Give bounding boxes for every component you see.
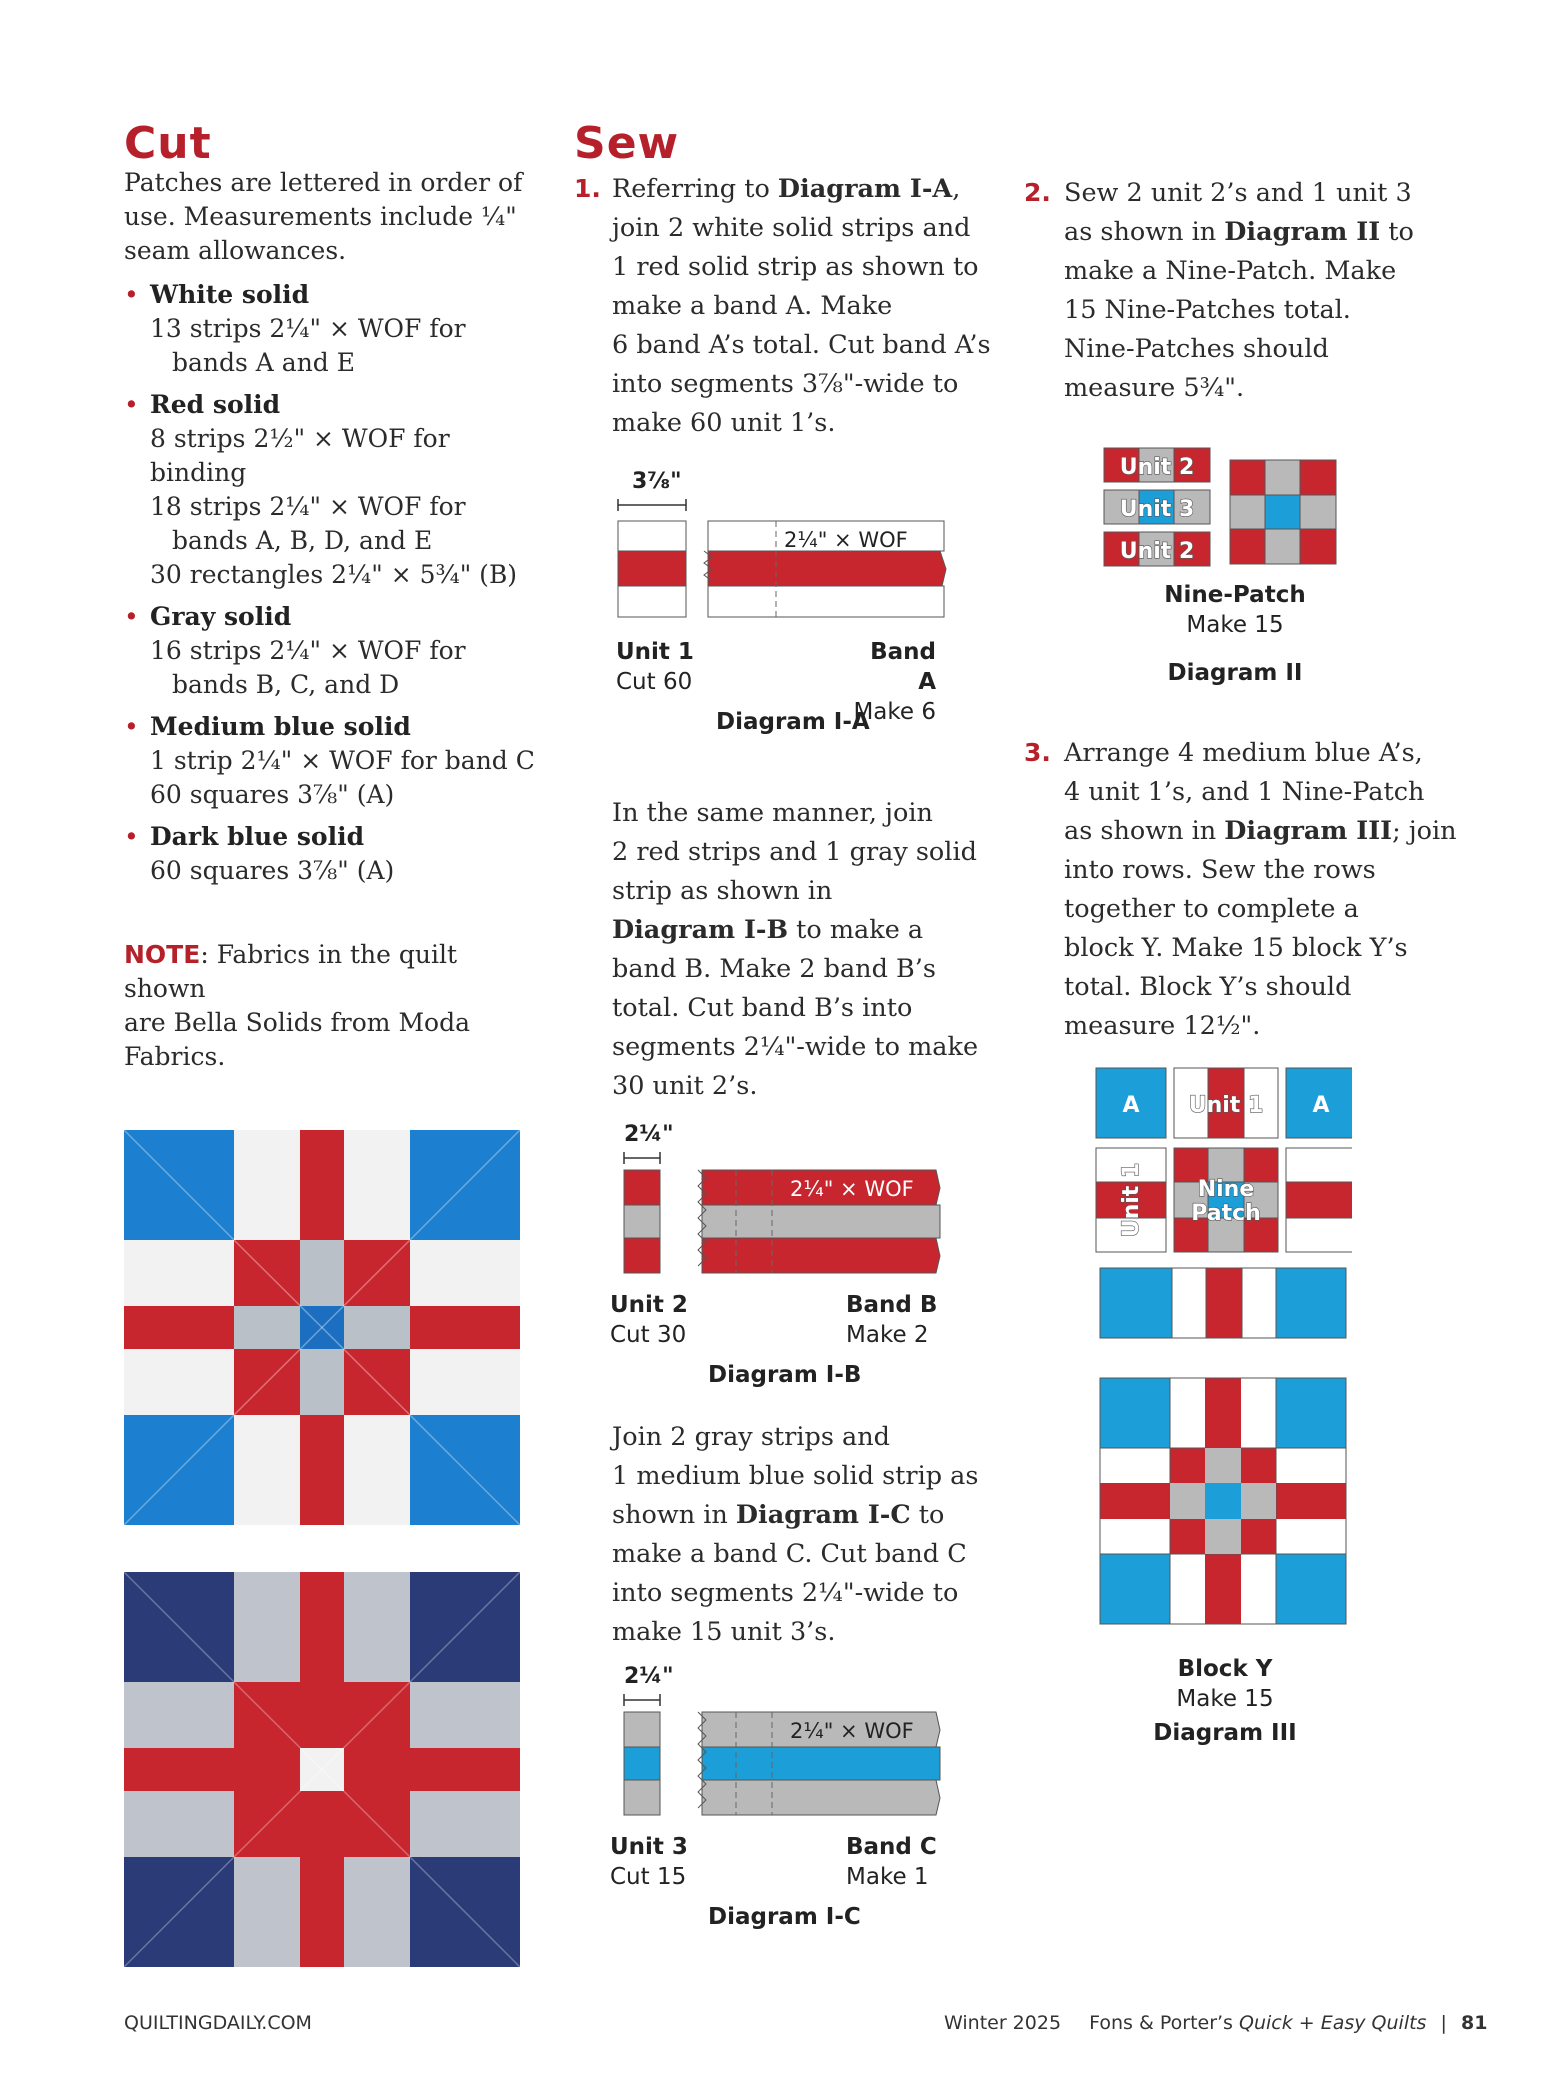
text-line: make a Nine-Patch. Make	[1064, 256, 1397, 286]
nine-label: Nine	[1197, 1177, 1255, 1202]
sew-heading: Sew	[574, 118, 680, 169]
diagram-title: Nine-Patch	[1164, 582, 1306, 608]
band-a-drawing	[600, 495, 960, 635]
block-y-caption	[1150, 1654, 1300, 1714]
block-photo-dark-blue	[124, 1572, 520, 1967]
fabric-line: 13 strips 2¼" × WOF for	[150, 314, 466, 343]
diagram-ref: Diagram I-A	[777, 174, 953, 204]
unit-1-label: Unit 1	[1188, 1093, 1264, 1118]
diagram-caption: Diagram I-A	[716, 709, 870, 735]
unit-caption	[610, 1290, 688, 1350]
text-line: into segments 3⅞"-wide to	[612, 369, 959, 399]
text-line: block Y. Make 15 block Y’s	[1064, 933, 1408, 963]
diagram-caption: Diagram I-C	[708, 1904, 861, 1930]
magazine-title: Quick + Easy Quilts	[1239, 2012, 1427, 2034]
patch-label: Patch	[1191, 1201, 1261, 1226]
diagram-count: Make 15	[1176, 1686, 1274, 1712]
a-label: A	[1312, 1093, 1330, 1118]
fabric-name: • Medium blue solid	[150, 712, 411, 741]
band-count: Make 1	[846, 1864, 929, 1890]
diagram-i-a	[600, 465, 960, 745]
fabric-red	[124, 388, 544, 592]
step-1b-text	[612, 794, 992, 1106]
text-run: to make a	[788, 915, 924, 945]
unit-2-label: Unit 2	[1119, 455, 1195, 480]
text-run: ; join	[1392, 816, 1457, 846]
diagram-i-b	[600, 1118, 960, 1398]
unit-count: Cut 60	[616, 669, 693, 695]
note-label: NOTE	[124, 940, 201, 969]
band-count: Make 6	[853, 699, 936, 725]
step-1-text	[612, 170, 992, 443]
band-caption	[846, 1832, 937, 1892]
fabric-dark-blue	[124, 820, 544, 888]
text-line: together to complete a	[1064, 894, 1359, 924]
note-line: are Bella Solids from Moda	[124, 1008, 471, 1037]
text-line: 2 red strips and 1 gray solid	[612, 837, 977, 867]
note: NOTE: Fabrics in the quilt shown are Bella Solids from Moda Fabrics.	[124, 938, 544, 1074]
text-line: segments 2¼"-wide to make	[612, 1032, 979, 1062]
diagram-ref: Diagram III	[1224, 816, 1393, 846]
unit-count: Cut 15	[610, 1864, 687, 1890]
diagram-ref: Diagram II	[1224, 217, 1381, 247]
nine-patch-drawing	[1098, 444, 1358, 570]
note-line: Fabrics.	[124, 1042, 226, 1071]
text-line: strip as shown in	[612, 876, 833, 906]
text-line: 4 unit 1’s, and 1 Nine-Patch	[1064, 777, 1425, 807]
diagram-ii	[1090, 440, 1370, 690]
text-line: make 15 unit 3’s.	[612, 1617, 836, 1647]
step-1c-text	[612, 1418, 992, 1652]
fabric-white	[124, 278, 544, 380]
unit-3-label: Unit 3	[1119, 497, 1195, 522]
nine-patch-caption	[1160, 580, 1310, 640]
diagram-iii-drawing	[1090, 1064, 1352, 1644]
text-line: Sew 2 unit 2’s and 1 unit 3	[1064, 178, 1412, 208]
band-c-drawing	[600, 1690, 960, 1820]
cut-section	[124, 166, 544, 1074]
measure-label: 2¼"	[624, 1664, 674, 1689]
text-line: total. Block Y’s should	[1064, 972, 1352, 1002]
diagram-caption: Diagram III	[1153, 1720, 1297, 1746]
unit-2-label: Unit 2	[1119, 539, 1195, 564]
unit-caption	[610, 1832, 688, 1892]
diagram-ref: Diagram I-C	[735, 1500, 911, 1530]
text-run: to	[910, 1500, 945, 1530]
fabric-gray	[124, 600, 544, 702]
fabric-line: bands A and E	[172, 348, 355, 377]
step-3-number: 3.	[1024, 738, 1051, 767]
fabric-line: 16 strips 2¼" × WOF for	[150, 636, 466, 665]
text-line: measure 5¾".	[1064, 373, 1245, 403]
step-2-number: 2.	[1024, 178, 1051, 207]
text-line: 15 Nine-Patches total.	[1064, 295, 1351, 325]
text-line: Arrange 4 medium blue A’s,	[1064, 738, 1423, 768]
text-line: into rows. Sew the rows	[1064, 855, 1376, 885]
text-line: 6 band A’s total. Cut band A’s	[612, 330, 991, 360]
band-name: Band A	[870, 639, 936, 695]
unit-count: Cut 30	[610, 1322, 687, 1348]
issue-date: Winter 2025	[944, 2012, 1062, 2034]
step-3-text	[1064, 734, 1484, 1046]
diagram-caption: Diagram I-B	[708, 1362, 862, 1388]
fabric-name: • Red solid	[150, 390, 281, 419]
text-run: shown in	[612, 1500, 736, 1530]
measure-label: 3⅞"	[632, 469, 682, 494]
text-run: as shown in	[1064, 816, 1225, 846]
diagram-i-c	[600, 1660, 960, 1940]
text-run: to	[1380, 217, 1414, 247]
band-b-drawing	[600, 1148, 960, 1278]
fabric-line: 60 squares 3⅞" (A)	[150, 780, 395, 809]
cut-intro-line: seam allowances.	[124, 236, 347, 265]
fabric-name: • Gray solid	[150, 602, 292, 631]
magazine-prefix: Fons & Porter’s	[1089, 2012, 1239, 2034]
band-name: Band B	[846, 1292, 938, 1318]
block-photo-medium-blue	[124, 1130, 520, 1525]
fabric-line: 60 squares 3⅞" (A)	[150, 856, 395, 885]
band-name: Band C	[846, 1834, 937, 1860]
fabric-medium-blue	[124, 710, 544, 812]
fabric-line: bands B, C, and D	[172, 670, 400, 699]
unit-1-label: Unit 1	[1119, 1162, 1144, 1238]
text-line: 1 medium blue solid strip as	[612, 1461, 979, 1491]
unit-name: Unit 2	[610, 1292, 688, 1318]
strip-label: 2¼" × WOF	[784, 528, 908, 552]
text-line: measure 12½".	[1064, 1011, 1261, 1041]
text-line: make a band C. Cut band C	[612, 1539, 967, 1569]
text-line: 1 red solid strip as shown to	[612, 252, 979, 282]
text-line: make 60 unit 1’s.	[612, 408, 836, 438]
band-caption	[846, 1290, 937, 1350]
cut-heading: Cut	[124, 118, 212, 169]
diagram-title: Block Y	[1177, 1656, 1273, 1682]
text-line: 30 unit 2’s.	[612, 1071, 758, 1101]
a-label: A	[1122, 1093, 1140, 1118]
footer-site: QUILTINGDAILY.COM	[124, 2012, 312, 2034]
fabric-line: 8 strips 2½" × WOF for binding	[150, 424, 450, 487]
strip-label: 2¼" × WOF	[790, 1719, 914, 1743]
cut-intro-line: Patches are lettered in order of	[124, 168, 523, 197]
text-run: ,	[952, 174, 961, 204]
fabric-line: 30 rectangles 2¼" × 5¾" (B)	[150, 560, 518, 589]
diagram-caption: Diagram II	[1167, 660, 1303, 686]
measure-label: 2¼"	[624, 1122, 674, 1147]
note-line: Fabrics in the quilt shown	[124, 940, 458, 1003]
cut-intro-line: use. Measurements include ¼"	[124, 202, 517, 231]
text-line: total. Cut band B’s into	[612, 993, 913, 1023]
unit-name: Unit 1	[616, 639, 694, 665]
fabric-name: • Dark blue solid	[150, 822, 365, 851]
unit-name: Unit 3	[610, 1834, 688, 1860]
text-line: make a band A. Make	[612, 291, 893, 321]
fabric-line: 1 strip 2¼" × WOF for band C	[150, 746, 535, 775]
diagram-ref: Diagram I-B	[612, 915, 789, 945]
text-line: band B. Make 2 band B’s	[612, 954, 936, 984]
fabric-line: bands A, B, D, and E	[172, 526, 433, 555]
text-line: Join 2 gray strips and	[612, 1422, 890, 1452]
text-line: join 2 white solid strips and	[612, 213, 971, 243]
strip-label: 2¼" × WOF	[790, 1177, 914, 1201]
text-run: Referring to	[612, 174, 778, 204]
text-line: In the same manner, join	[612, 798, 933, 828]
step-2-text	[1064, 174, 1464, 408]
footer-issue: Winter 2025 Fons & Porter’s Quick + Easy Quilts | 81	[944, 2012, 1488, 2034]
page-number: 81	[1460, 2012, 1488, 2034]
fabric-line: 18 strips 2¼" × WOF for	[150, 492, 466, 521]
text-line: Nine-Patches should	[1064, 334, 1329, 364]
band-count: Make 2	[846, 1322, 929, 1348]
diagram-count: Make 15	[1186, 612, 1284, 638]
fabric-name: • White solid	[150, 280, 310, 309]
step-1-number: 1.	[574, 174, 601, 203]
text-line: into segments 2¼"-wide to	[612, 1578, 959, 1608]
text-run: as shown in	[1064, 217, 1225, 247]
unit-caption	[616, 637, 694, 697]
